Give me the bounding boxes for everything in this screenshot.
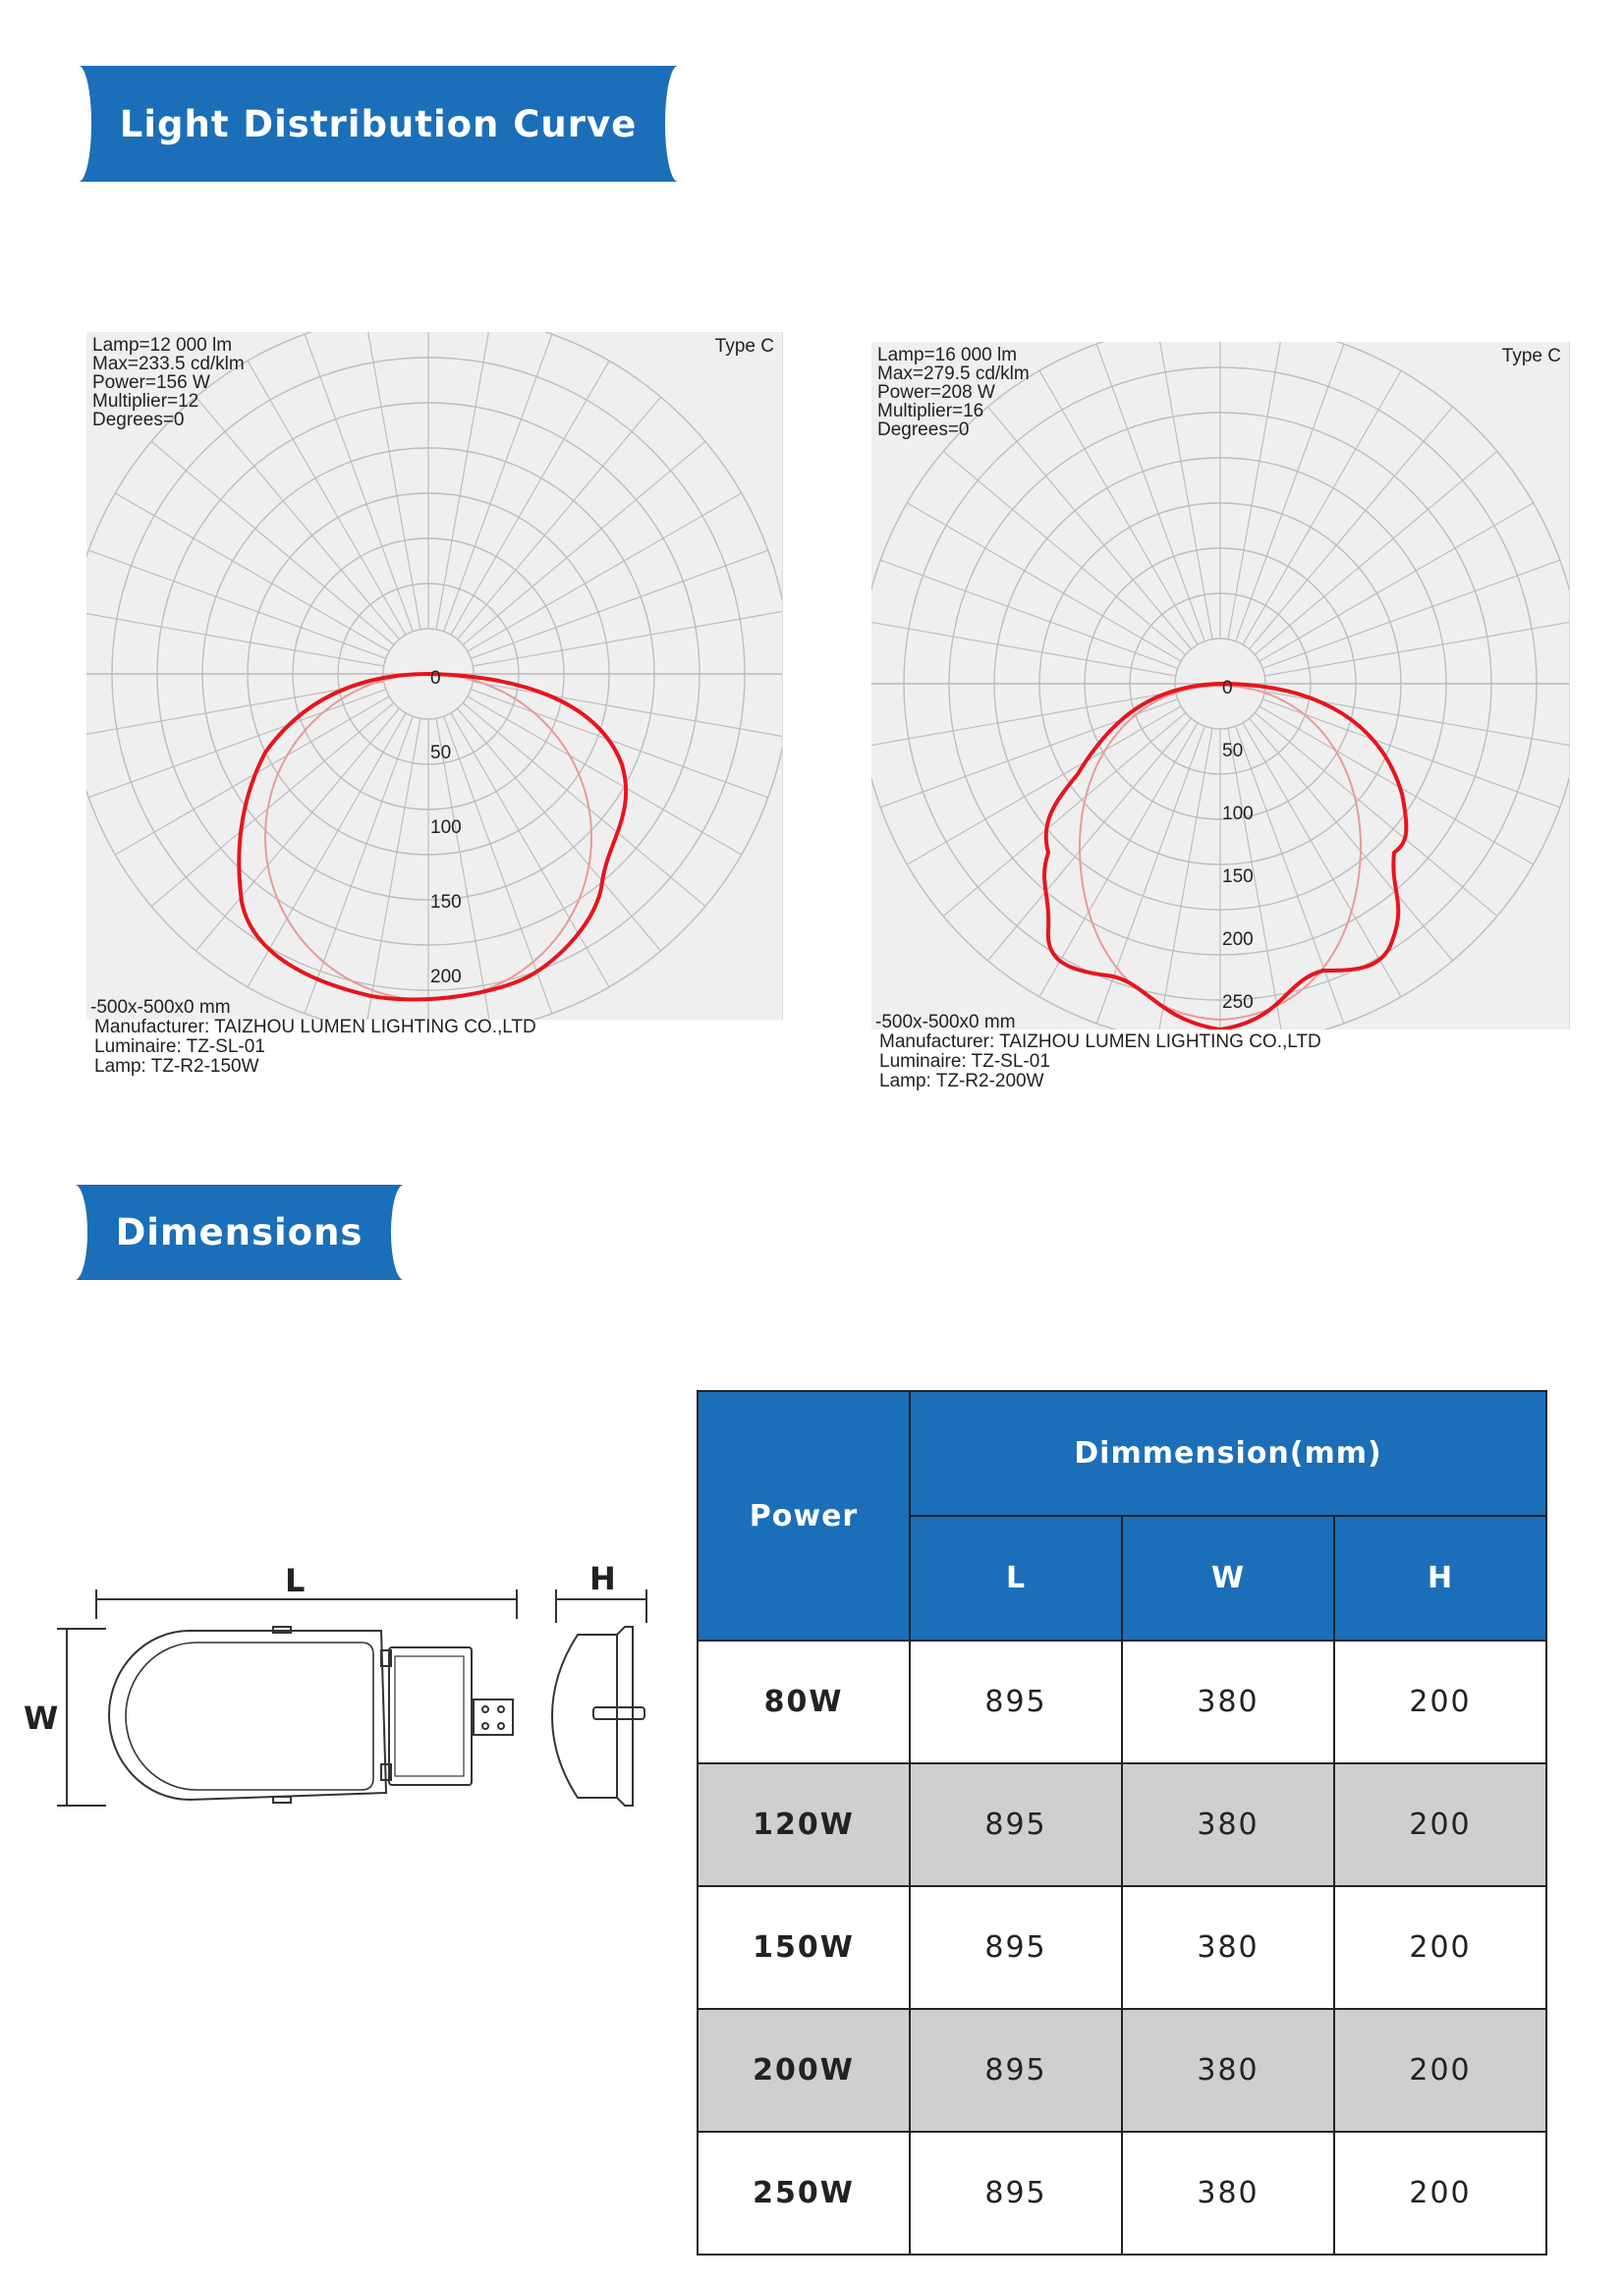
polar-spoke	[451, 361, 609, 635]
cell-l: 895	[910, 1641, 1122, 1763]
cell-l: 895	[910, 2132, 1122, 2255]
polar-spoke	[880, 699, 1178, 808]
cell-w: 380	[1122, 2132, 1334, 2255]
radial-label: 50	[1222, 741, 1244, 761]
cell-power: 200W	[698, 2009, 910, 2132]
radial-label: 100	[430, 817, 462, 838]
info-max: Max=279.5 cd/klm	[877, 363, 1030, 384]
radial-label: 200	[1222, 929, 1254, 950]
size-note: -500x-500x0 mm	[90, 997, 231, 1018]
polar-spoke	[248, 713, 406, 987]
polar-spoke	[1250, 718, 1453, 961]
polar-grid-svg	[86, 332, 782, 1020]
radial-label: 50	[430, 743, 452, 763]
info-multiplier: Multiplier=12	[92, 391, 199, 412]
chart-type-label: Type C	[1501, 346, 1561, 366]
polar-spoke	[115, 493, 389, 651]
table-row	[698, 2132, 1546, 2255]
polar-spoke	[88, 690, 386, 798]
polar-spoke	[473, 611, 782, 666]
info-power: Power=156 W	[92, 372, 210, 393]
header-w: W	[1122, 1516, 1334, 1641]
cell-h: 200	[1334, 2009, 1546, 2132]
info-multiplier: Multiplier=16	[877, 401, 984, 421]
polar-spoke	[365, 332, 420, 630]
chart-info-block	[92, 336, 245, 429]
cell-w: 380	[1122, 1886, 1334, 2009]
polar-spoke	[1096, 344, 1204, 641]
cell-power: 150W	[698, 1886, 910, 2009]
section-title-dimensions: Dimensions	[75, 1185, 404, 1280]
info-degrees: Degrees=0	[877, 419, 970, 440]
polar-spoke	[473, 682, 782, 737]
cell-h: 200	[1334, 2132, 1546, 2255]
polar-spoke	[86, 611, 384, 666]
cell-h: 200	[1334, 1763, 1546, 1886]
polar-spoke	[871, 621, 1176, 676]
polar-spoke	[196, 708, 399, 951]
polar-chart-200w	[871, 342, 1570, 1091]
info-max: Max=233.5 cd/klm	[92, 354, 245, 374]
polar-spoke	[1236, 344, 1344, 641]
cell-h: 200	[1334, 1886, 1546, 2009]
gear-box	[389, 1647, 472, 1785]
polar-spoke	[943, 713, 1186, 917]
cell-w: 380	[1122, 1763, 1334, 1886]
header-h: H	[1334, 1516, 1546, 1641]
radial-label: 100	[1222, 804, 1254, 824]
info-power: Power=208 W	[877, 382, 995, 403]
cell-w: 380	[1122, 2009, 1334, 2132]
polar-spoke	[1264, 621, 1569, 676]
polar-spoke	[1250, 407, 1453, 649]
polar-spoke	[1243, 723, 1401, 997]
radial-label: 250	[1222, 992, 1254, 1013]
side-mount-bracket	[593, 1707, 644, 1719]
polar-spoke	[248, 361, 406, 635]
luminaire-dimension-drawing	[18, 1562, 666, 1827]
luminaire: Luminaire: TZ-SL-01	[94, 1036, 265, 1057]
radial-label: 150	[1222, 866, 1254, 887]
polar-spoke	[471, 550, 768, 658]
table-row	[698, 1886, 1546, 2009]
cell-power: 80W	[698, 1641, 910, 1763]
polar-spoke	[151, 703, 394, 907]
polar-spoke	[151, 441, 394, 644]
polar-spoke	[451, 713, 609, 987]
polar-spoke	[1039, 370, 1198, 644]
radial-label: 150	[430, 892, 462, 913]
polar-spoke	[987, 407, 1191, 649]
polar-spoke	[1157, 342, 1212, 640]
polar-spoke	[1096, 726, 1204, 1024]
table-row	[698, 2009, 1546, 2132]
polar-spoke	[88, 550, 386, 658]
polar-spoke	[196, 397, 399, 640]
polar-spoke	[365, 718, 420, 1020]
polar-spoke	[1255, 451, 1497, 654]
cell-h: 200	[1334, 1641, 1546, 1763]
polar-spoke	[463, 703, 705, 907]
polar-spoke	[1039, 723, 1198, 997]
polar-grid-svg	[871, 342, 1569, 1030]
polar-spoke	[1262, 699, 1560, 808]
polar-spoke	[436, 332, 491, 630]
polar-spoke	[115, 696, 389, 855]
polar-spoke	[943, 451, 1186, 654]
manufacturer: Manufacturer: TAIZHOU LUMEN LIGHTING CO.,LTD	[94, 1017, 536, 1037]
luminaire: Luminaire: TZ-SL-01	[879, 1051, 1050, 1072]
housing-outline	[109, 1631, 386, 1800]
polar-spoke	[305, 716, 413, 1014]
header-power: Power	[698, 1391, 910, 1641]
polar-spoke	[907, 503, 1181, 661]
cell-w: 380	[1122, 1641, 1334, 1763]
luminaire-drawing-svg	[18, 1562, 666, 1827]
polar-spoke	[458, 708, 661, 951]
info-lamp: Lamp=16 000 lm	[877, 345, 1018, 365]
width-label: W	[24, 1699, 59, 1737]
polar-spoke	[463, 441, 705, 644]
chart-type-label: Type C	[714, 336, 774, 357]
chart-footer	[875, 1013, 1321, 1091]
radial-label: 200	[430, 967, 462, 987]
info-lamp: Lamp=12 000 lm	[92, 335, 233, 356]
dimensions-table	[697, 1390, 1547, 2256]
polar-spoke	[1243, 370, 1401, 644]
polar-spoke	[468, 696, 742, 855]
polar-spoke	[1262, 560, 1560, 668]
table-row	[698, 1641, 1546, 1763]
cell-l: 895	[910, 1886, 1122, 2009]
chart-info-block	[877, 346, 1030, 439]
height-label: H	[589, 1560, 616, 1597]
polar-chart-150w	[86, 332, 783, 1077]
info-degrees: Degrees=0	[92, 410, 185, 430]
cell-power: 250W	[698, 2132, 910, 2255]
header-l: L	[910, 1516, 1122, 1641]
polar-spoke	[458, 397, 661, 640]
polar-spoke	[444, 334, 552, 632]
lamp: Lamp: TZ-R2-200W	[879, 1071, 1044, 1091]
cell-l: 895	[910, 1763, 1122, 1886]
polar-spoke	[1228, 342, 1283, 640]
polar-spoke	[1260, 503, 1534, 661]
polar-spoke	[471, 690, 768, 798]
light-curve-primary	[1044, 684, 1406, 1030]
pole-clamp	[474, 1699, 513, 1735]
radial-label: 0	[430, 668, 441, 689]
section-title-light-distribution: Light Distribution Curve	[79, 66, 678, 182]
table-row	[698, 1763, 1546, 1886]
cell-power: 120W	[698, 1763, 910, 1886]
manufacturer: Manufacturer: TAIZHOU LUMEN LIGHTING CO.,LTD	[879, 1031, 1321, 1052]
lens-outline	[126, 1643, 373, 1790]
length-label: L	[285, 1562, 306, 1599]
polar-spoke	[305, 334, 413, 632]
polar-spoke	[1260, 706, 1534, 864]
radial-label: 0	[1222, 678, 1233, 698]
polar-spoke	[468, 493, 742, 651]
chart-footer	[90, 998, 536, 1077]
lamp: Lamp: TZ-R2-150W	[94, 1056, 259, 1077]
polar-spoke	[907, 706, 1181, 864]
cell-l: 895	[910, 2009, 1122, 2132]
polar-spoke	[1157, 728, 1212, 1030]
header-dimension: Dimmension(mm)	[910, 1391, 1546, 1516]
size-note: -500x-500x0 mm	[875, 1012, 1016, 1032]
polar-spoke	[880, 560, 1178, 668]
